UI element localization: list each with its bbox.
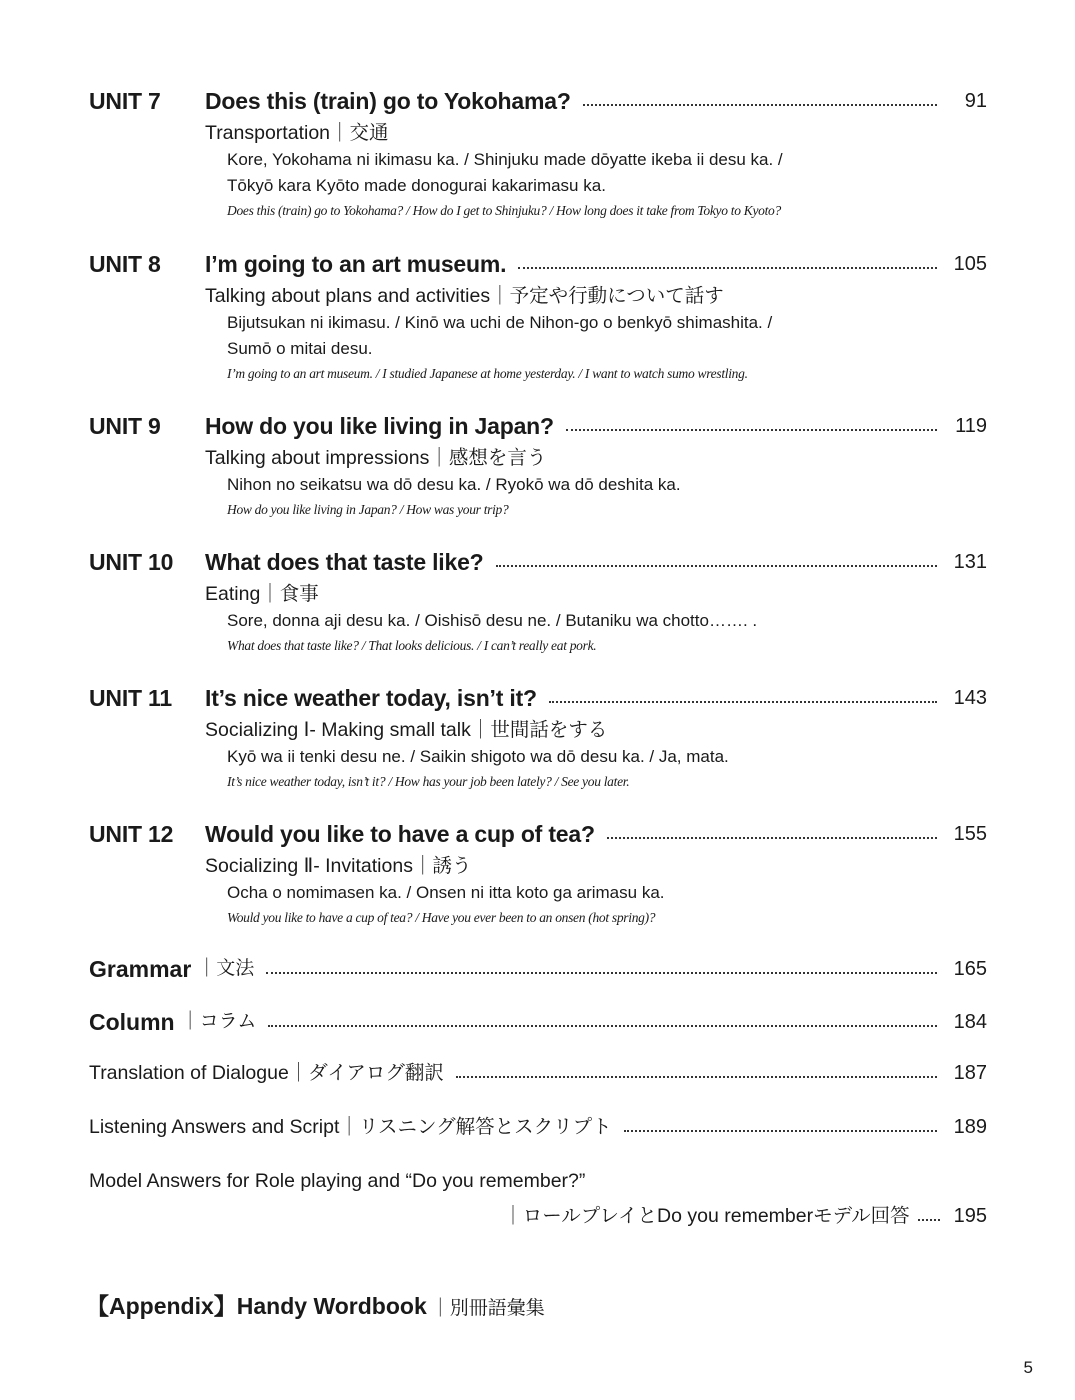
unit-phrase: Tōkyō kara Kyōto made donogurai kakarimasu ka. bbox=[227, 176, 606, 195]
toc-unit-9 bbox=[89, 411, 987, 520]
listening-page-number: 189 bbox=[953, 1116, 987, 1138]
unit-topic: Socializing Ⅱ- Invitations｜誘う bbox=[205, 855, 472, 877]
unit-title: How do you like living in Japan? bbox=[205, 413, 554, 439]
dot-leader bbox=[496, 565, 937, 567]
unit-title: It’s nice weather today, isn’t it? bbox=[205, 685, 537, 711]
grammar-label: Grammar bbox=[89, 956, 192, 982]
appendix-label-jp: ｜別冊語彙集 bbox=[430, 1298, 545, 1319]
toc-unit-10 bbox=[89, 547, 987, 656]
unit-translation: Would you like to have a cup of tea? / Have you ever been to an onsen (hot spring)? bbox=[227, 910, 656, 925]
dot-leader bbox=[583, 104, 937, 106]
unit-topic: Transportation｜交通 bbox=[205, 122, 389, 144]
toc-unit-11 bbox=[89, 683, 987, 792]
unit-topic: Socializing Ⅰ- Making small talk｜世間話をする bbox=[205, 719, 608, 741]
unit-phrase: Bijutsukan ni ikimasu. / Kinō wa uchi de Nihon-go o benkyō shimashita. / bbox=[227, 313, 773, 332]
unit-page-number: 105 bbox=[953, 253, 987, 275]
unit-translation: What does that taste like? / That looks delicious. / I can’t really eat pork. bbox=[227, 638, 597, 653]
unit-page-number: 155 bbox=[953, 823, 987, 845]
unit-page-number: 131 bbox=[953, 551, 987, 573]
unit-phrase: Sumō o mitai desu. bbox=[227, 339, 373, 358]
unit-translation: Does this (train) go to Yokohama? / How do I get to Shinjuku? / How long does it take from Tokyo to Kyoto? bbox=[227, 203, 781, 218]
unit-phrase: Nihon no seikatsu wa dō desu ka. / Ryokō wa dō deshita ka. bbox=[227, 475, 681, 494]
translation-of-dialogue-page-number: 187 bbox=[953, 1062, 987, 1084]
toc-unit-8 bbox=[89, 249, 987, 384]
column-label-jp: ｜コラム bbox=[180, 1011, 257, 1032]
dot-leader bbox=[918, 1219, 940, 1221]
unit-number: UNIT 9 bbox=[89, 413, 161, 439]
unit-page-number: 91 bbox=[964, 90, 987, 112]
dot-leader bbox=[268, 1025, 937, 1027]
toc-grammar bbox=[89, 954, 987, 984]
model-answers-label-jp: ｜ロールプレイとDo you rememberモデル回答 bbox=[503, 1205, 910, 1227]
unit-page-number: 119 bbox=[955, 415, 987, 437]
toc-model-answers bbox=[503, 1201, 987, 1231]
listening-label: Listening Answers and Script｜リスニング解答とスクリプト bbox=[89, 1116, 612, 1138]
toc-appendix bbox=[86, 1290, 545, 1326]
toc-translation-of-dialogue bbox=[89, 1058, 987, 1088]
unit-topic: Eating｜食事 bbox=[205, 583, 319, 605]
unit-title: Would you like to have a cup of tea? bbox=[205, 821, 595, 847]
dot-leader bbox=[549, 701, 937, 703]
unit-title: Does this (train) go to Yokohama? bbox=[205, 88, 571, 114]
unit-translation: I’m going to an art museum. / I studied Japanese at home yesterday. / I want to watch sumo wrestling. bbox=[227, 366, 748, 381]
unit-number: UNIT 8 bbox=[89, 251, 161, 277]
toc-listening-answers bbox=[89, 1112, 987, 1142]
toc-unit-12 bbox=[89, 819, 987, 928]
grammar-page-number: 165 bbox=[953, 958, 987, 980]
dot-leader bbox=[456, 1076, 937, 1078]
page-number: 5 bbox=[1023, 1358, 1033, 1377]
unit-translation: It’s nice weather today, isn’t it? / How has your job been lately? / See you later. bbox=[227, 774, 630, 789]
unit-topic: Talking about plans and activities｜予定や行動について話す bbox=[205, 285, 724, 307]
toc-unit-7 bbox=[89, 86, 987, 221]
unit-title: What does that taste like? bbox=[205, 549, 484, 575]
translation-of-dialogue-label: Translation of Dialogue｜ダイアログ翻訳 bbox=[89, 1062, 444, 1084]
unit-number: UNIT 11 bbox=[89, 685, 172, 711]
unit-phrase: Kyō wa ii tenki desu ne. / Saikin shigoto wa dō desu ka. / Ja, mata. bbox=[227, 747, 729, 766]
toc-column bbox=[89, 1007, 987, 1037]
dot-leader bbox=[607, 837, 937, 839]
unit-topic: Talking about impressions｜感想を言う bbox=[205, 447, 547, 469]
model-answers-page-number: 195 bbox=[953, 1205, 987, 1227]
unit-phrase: Sore, donna aji desu ka. / Oishisō desu ne. / Butaniku wa chotto……. . bbox=[227, 611, 758, 630]
unit-number: UNIT 12 bbox=[89, 821, 174, 847]
appendix-label: 【Appendix】Handy Wordbook bbox=[86, 1293, 427, 1319]
unit-translation: How do you like living in Japan? / How was your trip? bbox=[227, 502, 509, 517]
column-page-number: 184 bbox=[953, 1011, 987, 1033]
dot-leader bbox=[266, 972, 937, 974]
model-answers-label: Model Answers for Role playing and “Do you remember?” bbox=[89, 1170, 586, 1192]
unit-page-number: 143 bbox=[953, 687, 987, 709]
column-label: Column bbox=[89, 1009, 175, 1035]
grammar-label-jp: ｜文法 bbox=[197, 958, 255, 979]
unit-number: UNIT 7 bbox=[89, 88, 161, 114]
unit-phrase: Ocha o nomimasen ka. / Onsen ni itta koto ga arimasu ka. bbox=[227, 883, 665, 902]
unit-number: UNIT 10 bbox=[89, 549, 174, 575]
unit-phrase: Kore, Yokohama ni ikimasu ka. / Shinjuku made dōyatte ikeba ii desu ka. / bbox=[227, 150, 783, 169]
dot-leader bbox=[624, 1130, 937, 1132]
dot-leader bbox=[518, 267, 937, 269]
dot-leader bbox=[566, 429, 937, 431]
unit-title: I’m going to an art museum. bbox=[205, 251, 507, 277]
